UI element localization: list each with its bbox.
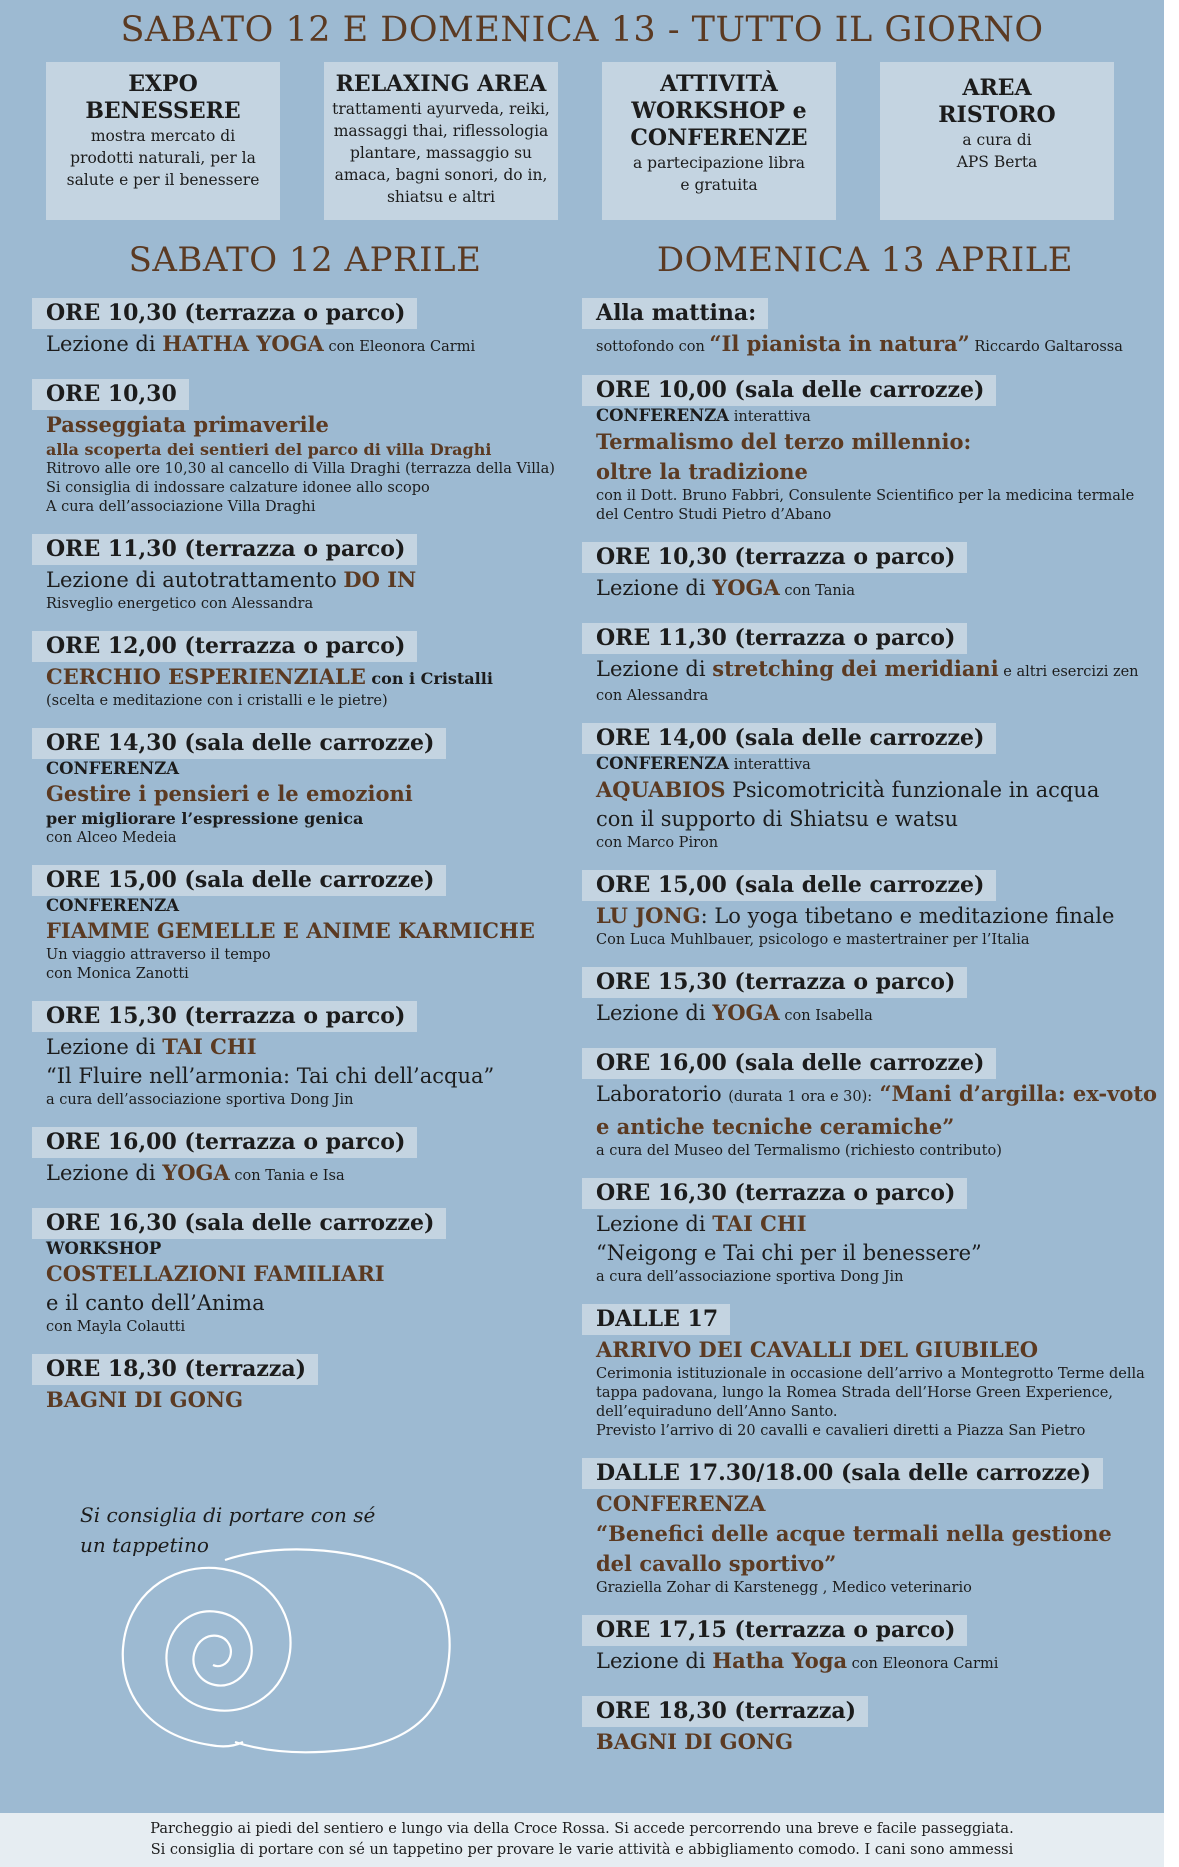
event-time: ORE 14,30 — [46, 730, 177, 756]
event-time: ORE 18,30 — [46, 1356, 177, 1382]
event-time: ORE 15,30 — [46, 1003, 177, 1029]
event-text: WORKSHOP — [46, 1239, 162, 1258]
event-text: con il supporto di Shiatsu e watsu — [596, 807, 959, 831]
event-location: (terrazza o parco) — [176, 1003, 406, 1029]
saturday-event — [32, 1208, 572, 1337]
event-text: Lezione di — [46, 1035, 163, 1059]
page-title: SABATO 12 E DOMENICA 13 - TUTTO IL GIORNO — [120, 10, 1044, 50]
sunday-event — [582, 542, 1142, 606]
event-line — [582, 1422, 1142, 1441]
event-location: (sala delle carrozze) — [726, 1050, 985, 1076]
event-line — [582, 1384, 1142, 1403]
event-line — [582, 457, 1142, 487]
event-time: ORE 15,00 — [596, 872, 727, 898]
event-location: (sala delle carrozze) — [176, 1210, 435, 1236]
event-line — [582, 931, 1142, 950]
event-text: Con Luca Muhlbauer, psicologo e mastertrainer per l’Italia — [596, 932, 1030, 948]
event-time-bar — [582, 870, 996, 901]
saturday-schedule — [32, 298, 572, 1432]
box-expo-benessere — [46, 62, 280, 220]
event-text: e altri esercizi zen — [998, 664, 1139, 680]
event-text: Psicomotricità funzionale in acqua — [725, 778, 1100, 802]
sunday-event — [582, 375, 1142, 525]
footer-info: Parcheggio ai piedi del sentiero e lungo via della Croce Rossa. Si accede percorrendo una breve e facile passeggiata. Si consiglia di portare con sé un tappetino per provare le varie attività e abbigliamento comodo. I cani sono ammessi — [0, 1813, 1164, 1867]
event-line — [582, 1403, 1142, 1422]
event-text: Ritrovo alle ore 10,30 al cancello di Villa Draghi (terrazza della Villa) — [46, 461, 555, 477]
event-text: sottofondo con — [596, 339, 710, 355]
event-line — [582, 1727, 1142, 1757]
event-line — [582, 1519, 1142, 1549]
saturday-event — [32, 379, 572, 517]
event-time-bar — [582, 298, 768, 329]
event-time-bar — [32, 1001, 417, 1032]
event-time: ORE 15,00 — [46, 867, 177, 893]
event-text: Gestire i pensieri e le emozioni — [46, 781, 413, 806]
event-line — [582, 654, 1142, 687]
saturday-event — [32, 1001, 572, 1110]
event-text: Cerimonia istituzionale in occasione dell’arrivo a Montegrotto Terme della — [596, 1366, 1145, 1382]
event-location: (terrazza o parco) — [726, 1617, 956, 1643]
sunday-event — [582, 1458, 1142, 1598]
event-time-bar — [582, 1458, 1103, 1489]
event-time: ORE 12,00 — [46, 633, 177, 659]
event-text: Riccardo Galtarossa — [969, 339, 1123, 355]
saturday-event — [32, 865, 572, 984]
event-time-bar — [582, 723, 996, 754]
sunday-event — [582, 1696, 1142, 1757]
event-text: Termalismo del terzo millennio: — [596, 429, 972, 454]
event-line — [582, 754, 1142, 775]
event-text: Hatha Yoga — [712, 1648, 848, 1673]
sunday-schedule — [582, 298, 1158, 1774]
event-location: (terrazza o parco) — [176, 536, 406, 562]
event-text: (durata 1 ora e 30): — [728, 1089, 873, 1105]
event-line — [32, 1239, 572, 1259]
event-location: (sala delle carrozze) — [833, 1460, 1091, 1486]
event-time: ORE 10,30 — [46, 381, 177, 407]
event-line — [582, 1142, 1142, 1161]
event-text: CONFERENZA — [596, 754, 730, 773]
event-text: “Neigong e Tai chi per il benessere” — [596, 1241, 982, 1265]
event-time-bar — [32, 865, 446, 896]
event-time-bar — [582, 1178, 967, 1209]
event-time-bar — [32, 379, 189, 410]
event-time-bar — [32, 1208, 446, 1239]
event-line — [32, 460, 572, 479]
event-line — [32, 1158, 572, 1191]
box-title: ATTIVITÀ WORKSHOP e CONFERENZE — [630, 71, 808, 151]
event-location: (terrazza o parco) — [726, 625, 956, 651]
sunday-event — [582, 623, 1142, 706]
sunday-event — [582, 1048, 1158, 1161]
event-text: TAI CHI — [712, 1211, 807, 1236]
event-text: FIAMME GEMELLE E ANIME KARMICHE — [46, 918, 535, 943]
event-text: CONFERENZA — [596, 1491, 766, 1516]
box-relaxing-area — [324, 62, 558, 220]
event-line — [32, 1032, 572, 1062]
event-line — [32, 1289, 572, 1318]
event-time: ORE 11,30 — [46, 536, 177, 562]
event-text: stretching dei meridiani — [712, 656, 999, 681]
event-text: CONFERENZA — [46, 759, 180, 778]
event-text: Un viaggio attraverso il tempo — [46, 947, 271, 963]
event-line — [582, 901, 1142, 931]
box-description: trattamenti ayurveda, reiki, massaggi thai, riflessologia plantare, massaggio su amaca, bagni sonori, do in, shiatsu e altri — [332, 100, 550, 206]
event-text: interattiva — [729, 757, 811, 773]
event-text: Si consiglia di indossare calzature idonee allo scopo — [46, 480, 430, 496]
sunday-event — [582, 723, 1142, 853]
event-text: Lezione di — [596, 1212, 713, 1236]
box-description: a cura di APS Berta — [956, 131, 1038, 171]
event-line — [32, 1091, 572, 1110]
event-time-bar — [582, 623, 967, 654]
event-text: ARRIVO DEI CAVALLI DEL GIUBILEO — [596, 1337, 1039, 1362]
event-line — [582, 1365, 1145, 1384]
saturday-event — [32, 298, 572, 362]
event-text: dell’equiraduno dell’Anno Santo. — [596, 1404, 838, 1420]
event-line — [32, 896, 572, 916]
event-text: YOGA — [712, 1000, 780, 1025]
event-text: a cura del Museo del Termalismo (richiesto contributo) — [596, 1143, 1002, 1159]
event-location: (terrazza) — [726, 1698, 857, 1724]
saturday-event — [32, 534, 572, 614]
event-text: del Centro Studi Pietro d’Abano — [596, 507, 832, 523]
event-time-bar — [32, 298, 417, 329]
saturday-event — [32, 1354, 572, 1415]
event-text: Risveglio energetico con Alessandra — [46, 596, 314, 612]
event-line — [582, 506, 1142, 525]
page-edge — [1164, 0, 1179, 1813]
event-time: ORE 16,30 — [46, 1210, 177, 1236]
event-line — [32, 1318, 572, 1337]
event-location: (sala delle carrozze) — [726, 725, 985, 751]
event-line — [32, 809, 572, 829]
event-text: a cura dell’associazione sportiva Dong Jin — [46, 1092, 354, 1108]
event-line — [582, 1646, 1142, 1679]
event-text: “Il Fluire nell’armonia: Tai chi dell’acqua” — [46, 1064, 495, 1088]
event-text: A cura dell’associazione Villa Draghi — [46, 499, 316, 515]
box-title: EXPO BENESSERE — [85, 71, 241, 124]
event-time-bar — [32, 1127, 417, 1158]
event-text: “Benefici delle acque termali nella gestione — [596, 1521, 1112, 1546]
event-time-bar — [582, 967, 967, 998]
event-location: (sala delle carrozze) — [726, 377, 985, 403]
saturday-event — [32, 1127, 572, 1191]
event-line — [32, 595, 572, 614]
event-text: DO IN — [343, 567, 417, 592]
event-time: ORE 10,00 — [596, 377, 727, 403]
event-line — [32, 410, 572, 440]
event-line — [32, 946, 572, 965]
event-text: tappa padovana, lungo la Romea Strada dell’Horse Green Experience, — [596, 1385, 1113, 1401]
sunday-event — [582, 1178, 1142, 1287]
saturday-title: SABATO 12 APRILE — [128, 240, 482, 280]
event-line — [582, 573, 1142, 606]
event-line — [582, 805, 1142, 834]
event-time-bar — [32, 534, 417, 565]
sunday-event — [582, 1615, 1142, 1679]
event-text: con Eleonora Carmi — [847, 1656, 999, 1672]
event-text: COSTELLAZIONI FAMILIARI — [46, 1261, 385, 1286]
box-description: mostra mercato di prodotti naturali, per la salute e per il benessere — [66, 127, 260, 189]
box-title: AREA RISTORO — [938, 75, 1056, 128]
event-time: ORE 17,15 — [596, 1617, 727, 1643]
event-time: Alla mattina: — [596, 300, 757, 326]
event-text: con Tania — [779, 583, 855, 599]
event-text: e il canto dell’Anima — [46, 1291, 265, 1315]
event-location: (sala delle carrozze) — [726, 872, 985, 898]
event-time: ORE 10,30 — [46, 300, 177, 326]
sunday-event — [582, 298, 1142, 358]
event-line — [582, 406, 1142, 427]
box-attivita-workshop — [602, 62, 836, 220]
event-line — [582, 1112, 1142, 1142]
event-time-bar — [582, 1048, 996, 1079]
event-text: HATHA YOGA — [162, 331, 324, 356]
event-text: Lezione di — [596, 657, 713, 681]
event-text: Lezione di — [596, 1001, 713, 1025]
event-line — [582, 427, 1142, 457]
event-line — [582, 1579, 1142, 1598]
event-text: LU JONG — [596, 903, 701, 928]
event-line — [582, 1489, 1142, 1519]
event-text: CONFERENZA — [596, 406, 730, 425]
event-line — [582, 1549, 1142, 1579]
event-text: Lezione di — [46, 332, 163, 356]
event-time: ORE 15,30 — [596, 969, 727, 995]
sunday-event — [582, 1304, 1145, 1441]
event-line — [32, 565, 572, 595]
event-line — [582, 487, 1142, 506]
event-text: Laboratorio — [596, 1082, 729, 1106]
event-location: (terrazza o parco) — [726, 969, 956, 995]
event-time-bar — [582, 1615, 967, 1646]
event-location: (terrazza o parco) — [726, 544, 956, 570]
event-location: (sala delle carrozze) — [176, 730, 435, 756]
event-time-bar — [582, 542, 967, 573]
event-time-bar — [582, 1304, 730, 1335]
event-text: del cavallo sportivo” — [596, 1551, 837, 1576]
event-time: DALLE 17.30/18.00 — [596, 1460, 834, 1486]
event-text: Lezione di — [596, 576, 713, 600]
event-time: ORE 18,30 — [596, 1698, 727, 1724]
event-text: con i Cristalli — [365, 669, 493, 688]
event-line — [32, 329, 572, 362]
event-text: con Marco Piron — [596, 835, 719, 851]
event-text: : Lo yoga tibetano e meditazione finale — [700, 904, 1115, 928]
event-time: ORE 14,00 — [596, 725, 727, 751]
event-line — [32, 1062, 572, 1091]
event-text: con il Dott. Bruno Fabbri, Consulente Scientifico per la medicina termale — [596, 488, 1135, 504]
sunday-event — [582, 870, 1142, 950]
event-text: con Alessandra — [596, 688, 709, 704]
event-line — [582, 1268, 1142, 1287]
event-time-bar — [582, 1696, 868, 1727]
event-line — [32, 916, 572, 946]
event-text: Passeggiata primaverile — [46, 412, 329, 437]
event-line — [582, 834, 1142, 853]
event-text: YOGA — [712, 575, 780, 600]
event-text: oltre la tradizione — [596, 459, 808, 484]
event-text: (scelta e meditazione con i cristalli e le pietre) — [46, 693, 388, 709]
event-text: con Tania e Isa — [229, 1168, 345, 1184]
event-location: (terrazza o parco) — [726, 1180, 956, 1206]
event-time-bar — [32, 631, 417, 662]
event-text: interattiva — [729, 409, 811, 425]
event-location: (terrazza o parco) — [176, 1129, 406, 1155]
event-line — [32, 479, 572, 498]
saturday-event — [32, 631, 572, 711]
event-line — [32, 965, 572, 984]
event-text: CONFERENZA — [46, 896, 180, 915]
event-line — [32, 829, 572, 848]
event-line — [32, 759, 572, 779]
event-time: ORE 10,30 — [596, 544, 727, 570]
event-text: e antiche tecniche ceramiche” — [596, 1114, 955, 1139]
event-text: CERCHIO ESPERIENZIALE — [46, 664, 366, 689]
event-line — [32, 662, 572, 692]
event-text: “Mani d’argilla: ex-voto — [872, 1081, 1158, 1106]
event-time-bar — [32, 728, 446, 759]
event-time-bar — [582, 375, 996, 406]
event-text: a cura dell’associazione sportiva Dong Jin — [596, 1269, 904, 1285]
event-line — [582, 998, 1142, 1031]
event-time: ORE 11,30 — [596, 625, 727, 651]
box-area-ristoro — [880, 62, 1114, 220]
event-text: “Il pianista in natura” — [709, 331, 970, 356]
event-line — [582, 687, 1142, 706]
box-title: RELAXING AREA — [335, 71, 547, 97]
event-text: Lezione di — [46, 1161, 163, 1185]
event-text: AQUABIOS — [596, 777, 726, 802]
event-location: (sala delle carrozze) — [176, 867, 435, 893]
box-description: a partecipazione libra e gratuita — [633, 154, 805, 194]
event-location: (terrazza) — [176, 1356, 307, 1382]
event-line — [32, 1259, 572, 1289]
event-text: con Eleonora Carmi — [323, 339, 476, 355]
event-text: con Mayla Colautti — [46, 1319, 186, 1335]
event-line — [32, 779, 572, 809]
event-line — [582, 1239, 1142, 1268]
event-time: ORE 16,30 — [596, 1180, 727, 1206]
event-line — [32, 1385, 572, 1415]
event-text: BAGNI DI GONG — [596, 1729, 794, 1754]
event-line — [582, 329, 1142, 358]
event-text: con Monica Zanotti — [46, 966, 189, 982]
event-line — [582, 1209, 1142, 1239]
sunday-title: DOMENICA 13 APRILE — [656, 240, 1074, 280]
event-line — [582, 1335, 1142, 1365]
saturday-event — [32, 728, 572, 848]
event-time: ORE 16,00 — [596, 1050, 727, 1076]
event-location: (terrazza o parco) — [176, 300, 406, 326]
event-text: Lezione di — [596, 1649, 713, 1673]
event-line — [582, 775, 1142, 805]
event-text: Graziella Zohar di Karstenegg , Medico veterinario — [596, 1580, 972, 1596]
rolled-yoga-mat-icon — [115, 1530, 455, 1770]
event-time-bar — [32, 1354, 318, 1385]
event-line — [32, 440, 572, 460]
event-text: TAI CHI — [162, 1034, 257, 1059]
event-text: Previsto l’arrivo di 20 cavalli e cavalieri diretti a Piazza San Pietro — [596, 1423, 1086, 1439]
event-time: DALLE 17 — [596, 1306, 719, 1332]
event-text: Lezione di autotrattamento — [46, 568, 344, 592]
event-line — [582, 1079, 1158, 1112]
event-text: YOGA — [162, 1160, 230, 1185]
event-text: per migliorare l’espressione genica — [46, 809, 364, 828]
event-line — [32, 498, 572, 517]
event-text: BAGNI DI GONG — [46, 1387, 244, 1412]
event-text: con Alceo Medeia — [46, 830, 177, 846]
event-location: (terrazza o parco) — [176, 633, 406, 659]
sunday-event — [582, 967, 1142, 1031]
event-text: alla scoperta dei sentieri del parco di villa Draghi — [46, 440, 492, 459]
event-time: ORE 16,00 — [46, 1129, 177, 1155]
mat-note: Si consiglia di portare con sé un tappetino — [80, 1503, 376, 1557]
event-text: con Isabella — [779, 1008, 873, 1024]
event-line — [32, 692, 572, 711]
